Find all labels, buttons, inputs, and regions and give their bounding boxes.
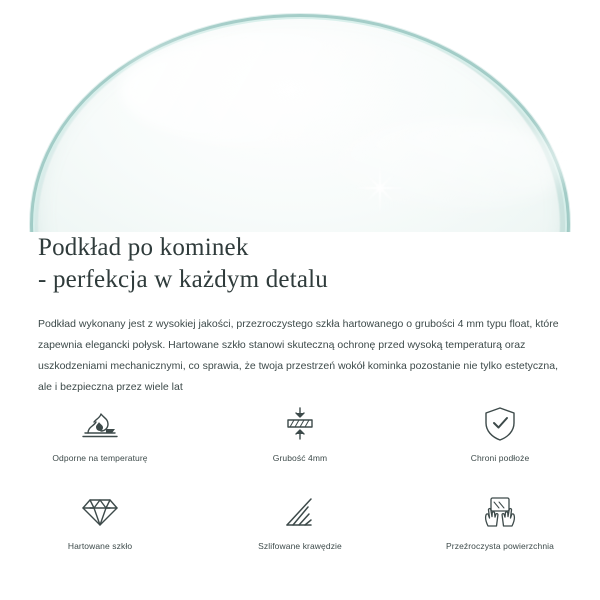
headline-line-2: - perfekcja w każdym detalu <box>38 266 328 293</box>
feature-protects-surface <box>400 404 600 484</box>
cleaning-hands-icon <box>478 492 522 532</box>
shield-check-icon <box>483 404 517 444</box>
feature-polished-edges <box>200 492 400 572</box>
feature-thickness <box>200 404 400 484</box>
feature-label: Szlifowane krawędzie <box>258 541 342 551</box>
diamond-icon <box>81 492 119 532</box>
description-paragraph: Podkład wykonany jest z wysokiej jakości, przezroczystego szkła hartowanego o grubości 4 mm typu float, które zapewnia elegancki połysk. Hartowane szkło stanowi skuteczną ochronę przed wysoką temperaturą oraz uszkodzeniami mechanicznymi, co sprawia, że twoja przestrzeń wokół kominka pozostanie nie tylko estetyczna, ale i bezpieczna przez wiele lat <box>38 318 559 393</box>
thickness-arrows-icon <box>280 404 320 444</box>
feature-heat-resistant <box>0 404 200 484</box>
feature-label: Grubość 4mm <box>272 453 328 463</box>
text-block <box>0 232 600 398</box>
feature-label: Hartowane szkło <box>67 541 133 551</box>
feature-label: Chroni podłoże <box>470 453 530 463</box>
feature-grid <box>0 404 600 572</box>
page-title <box>0 232 600 296</box>
feature-tempered-glass <box>0 492 200 572</box>
feature-label: Odporne na temperaturę <box>52 453 148 463</box>
feature-transparent-surface <box>400 492 600 572</box>
feature-label: Przeźroczysta powierzchnia <box>446 541 554 551</box>
headline-line-1: Podkład po kominek <box>38 234 249 261</box>
heat-resistant-icon <box>79 404 121 444</box>
hero-image <box>0 0 600 232</box>
polished-edge-icon <box>282 492 318 532</box>
sparkle-icon <box>352 160 408 216</box>
